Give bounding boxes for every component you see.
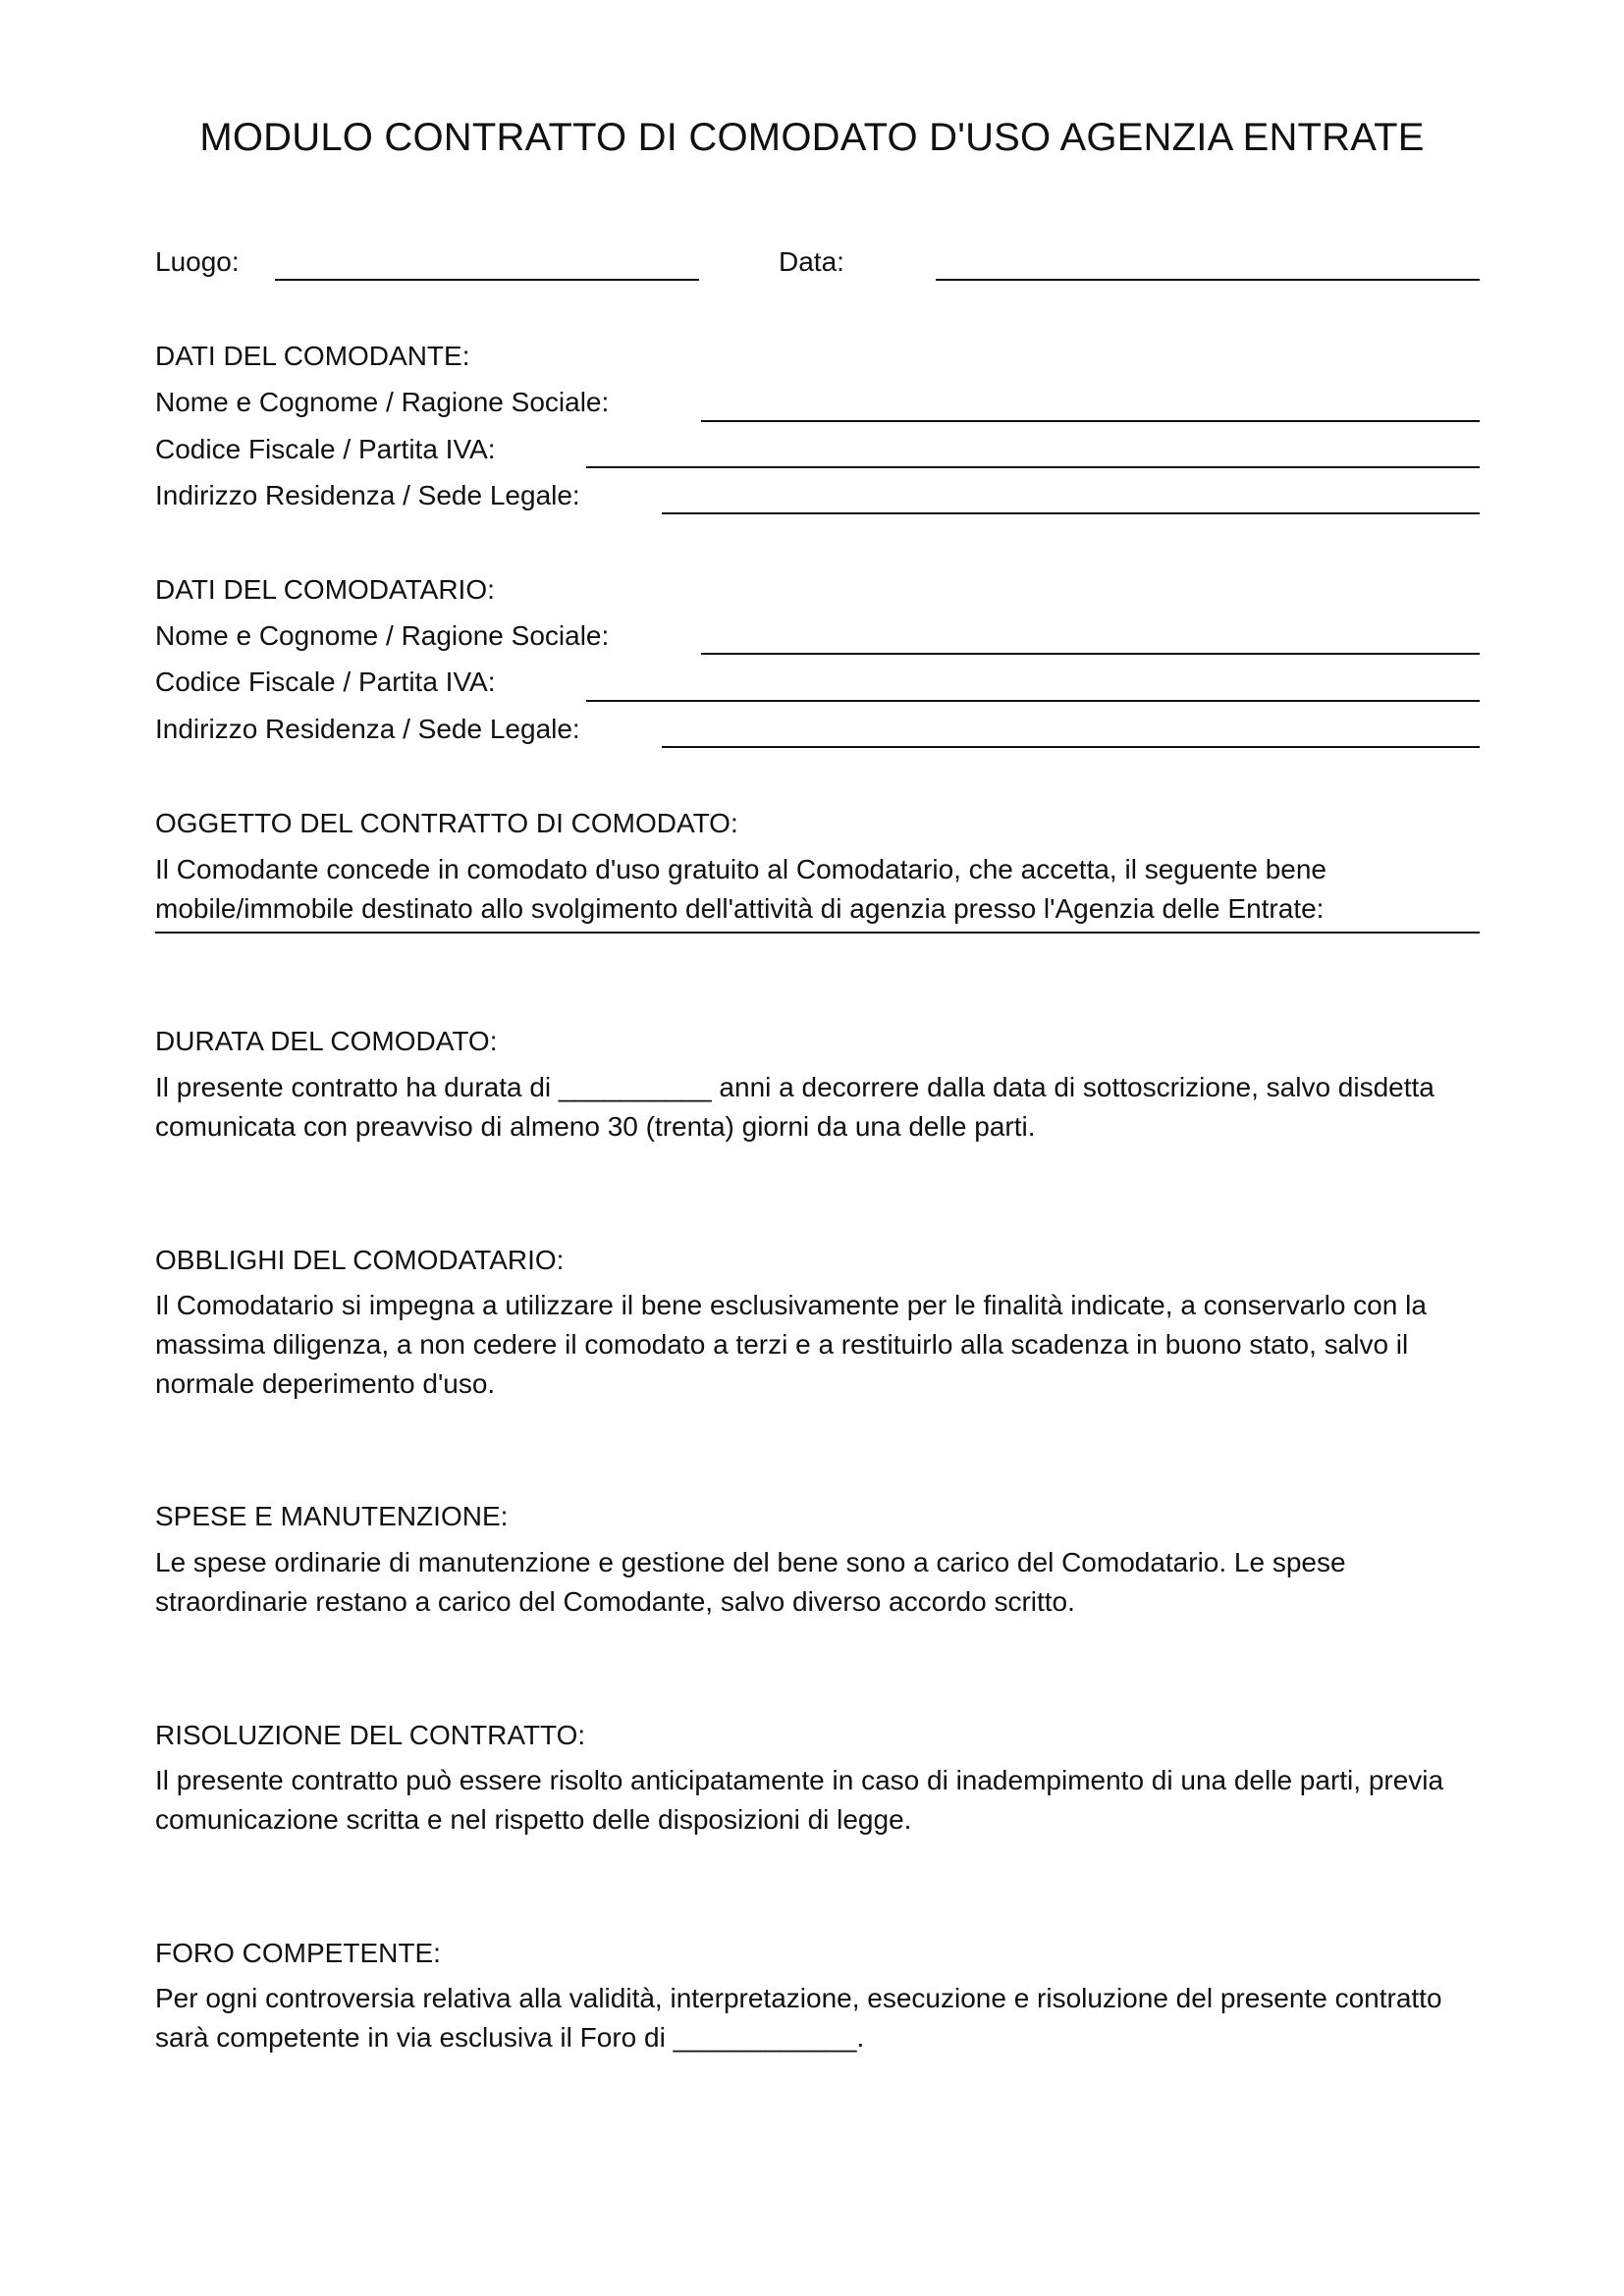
comodatario-tax-label: Codice Fiscale / Partita IVA: [155,667,496,697]
oggetto-heading: OGGETTO DEL CONTRATTO DI COMODATO: [155,808,738,838]
oggetto-field-line[interactable] [155,932,1480,934]
spese-heading: SPESE E MANUTENZIONE: [155,1501,509,1531]
risoluzione-text: Il presente contratto può essere risolto anticipatamente in caso di inadempimento di una delle parti, previa comunicazione scritta e nel rispetto delle disposizioni di legge. [155,1765,1444,1835]
oggetto-text: Il Comodante concede in comodato d'uso gratuito al Comodatario, che accetta, il seguente bene mobile/immobile destinato allo svolgimento dell'attività di agenzia presso l'Agenzia delle Entrate: [155,854,1326,924]
spese-text: Le spese ordinarie di manutenzione e gestione del bene sono a carico del Comodatario. Le spese straordinarie restano a carico del Comodante, salvo diverso accordo scritto. [155,1547,1346,1617]
durata-heading: DURATA DEL COMODATO: [155,1026,498,1056]
foro-city-blank[interactable]: ____________ [673,2022,857,2053]
foro-text [155,1979,1490,2057]
place-label: Luogo: [155,246,240,277]
foro-text-after: . [856,2022,865,2053]
document-title: MODULO CONTRATTO DI COMODATO D'USO AGENZIA ENTRATE [199,116,1425,159]
obblighi-text: Il Comodatario si impegna a utilizzare il bene esclusivamente per le finalità indicate, a conservarlo con la massima diligenza, a non cedere il comodato a terzi e a restituirlo alla scadenza in buono stato, salvo il normale deperimento d'uso. [155,1290,1427,1399]
comodatario-heading: DATI DEL COMODATARIO: [155,574,495,605]
comodatario-address-label: Indirizzo Residenza / Sede Legale: [155,714,580,744]
comodante-address-label: Indirizzo Residenza / Sede Legale: [155,480,580,510]
obblighi-heading: OBBLIGHI DEL COMODATARIO: [155,1245,565,1275]
comodatario-tax-field-line[interactable] [586,700,1480,702]
durata-text-before: Il presente contratto ha durata di [155,1072,559,1102]
comodatario-name-label: Nome e Cognome / Ragione Sociale: [155,620,610,651]
durata-text-after: anni a decorrere dalla data di sottoscrizione, salvo disdetta comunicata con preavviso di almeno 30 (trenta) giorni da una delle parti. [155,1072,1435,1142]
comodatario-address-field-line[interactable] [662,746,1480,748]
comodante-name-label: Nome e Cognome / Ragione Sociale: [155,387,610,417]
comodante-heading: DATI DEL COMODANTE: [155,341,470,371]
date-field-line[interactable] [936,279,1480,281]
comodante-tax-field-line[interactable] [586,466,1480,468]
durata-text [155,1068,1490,1147]
foro-text-before: Per ogni controversia relativa alla validità, interpretazione, esecuzione e risoluzione del presente contratto sarà competente in via esclusiva il Foro di [155,1983,1442,2053]
foro-heading: FORO COMPETENTE: [155,1938,441,1968]
place-field-line[interactable] [275,279,699,281]
risoluzione-heading: RISOLUZIONE DEL CONTRATTO: [155,1720,586,1750]
date-label: Data: [779,246,844,277]
comodante-address-field-line[interactable] [662,512,1480,514]
comodatario-name-field-line[interactable] [701,653,1480,655]
durata-years-blank[interactable]: __________ [558,1072,712,1102]
comodante-name-field-line[interactable] [701,420,1480,422]
comodante-tax-label: Codice Fiscale / Partita IVA: [155,434,496,464]
